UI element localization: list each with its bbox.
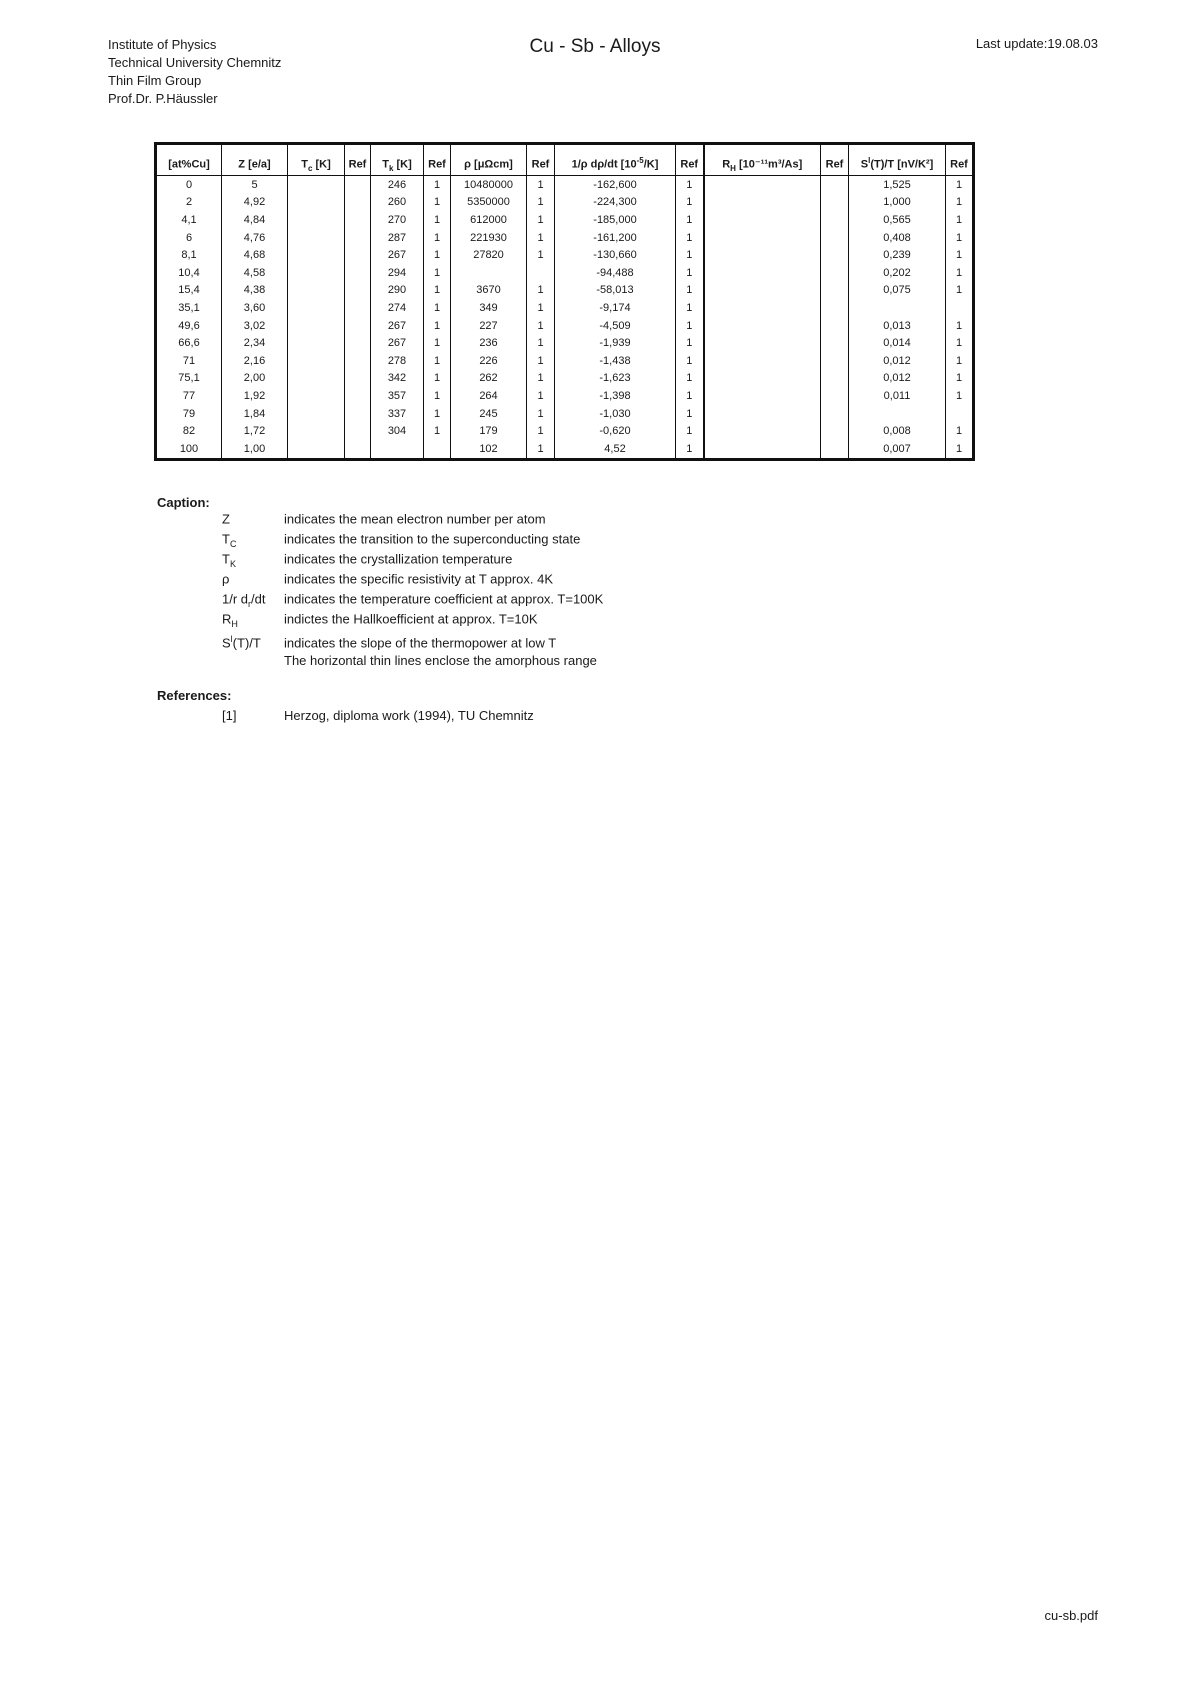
table-cell <box>345 334 371 352</box>
reference-tag: [1] <box>222 708 237 723</box>
table-cell: 290 <box>371 282 424 300</box>
table-cell <box>704 334 821 352</box>
table-cell: -1,030 <box>555 405 676 423</box>
references-heading: References: <box>157 688 232 703</box>
table-cell: 1 <box>527 299 555 317</box>
table-cell: 264 <box>451 387 527 405</box>
table-cell <box>288 352 345 370</box>
table-cell: 1 <box>946 264 974 282</box>
table-cell <box>821 229 849 247</box>
table-cell: 102 <box>451 440 527 459</box>
table-cell <box>345 317 371 335</box>
table-cell: 294 <box>371 264 424 282</box>
institute-line: Institute of Physics <box>108 37 217 52</box>
table-cell <box>345 387 371 405</box>
caption-symbol: $S^l(T)/T$ <box>222 634 261 651</box>
column-header: 1/ρ dρ/dt $[10^{-5}/K]$ <box>555 144 676 176</box>
institute-line: Thin Film Group <box>108 73 202 88</box>
table-cell <box>288 370 345 388</box>
table-cell: 1 <box>424 299 451 317</box>
caption-symbol: $T_C$ <box>222 531 237 549</box>
last-update: Last update:19.08.03 <box>975 36 1098 51</box>
table-cell: 0,075 <box>849 282 946 300</box>
table-cell: -130,660 <box>555 246 676 264</box>
table-cell: 1 <box>527 405 555 423</box>
reference-item <box>222 708 534 723</box>
table-cell: 71 <box>156 352 222 370</box>
table-cell: 1 <box>946 246 974 264</box>
table-cell: 1 <box>676 264 704 282</box>
table-row <box>156 194 974 212</box>
table-cell: 1 <box>946 211 974 229</box>
table-cell: 227 <box>451 317 527 335</box>
column-header: Ref <box>527 144 555 176</box>
table-cell <box>704 246 821 264</box>
table-cell <box>704 317 821 335</box>
table-cell: -185,000 <box>555 211 676 229</box>
table-cell: 612000 <box>451 211 527 229</box>
table-cell <box>704 282 821 300</box>
table-cell: 1 <box>676 246 704 264</box>
table-cell: 4,58 <box>222 264 288 282</box>
table-cell: 1 <box>946 352 974 370</box>
table-cell: 1,72 <box>222 422 288 440</box>
table-cell: 1 <box>676 440 704 459</box>
caption-item <box>222 530 580 549</box>
table-cell: 1,000 <box>849 194 946 212</box>
table-cell <box>345 440 371 459</box>
table-cell: 1,525 <box>849 176 946 194</box>
institute-line: Technical University Chemnitz <box>108 55 282 70</box>
table-cell: 236 <box>451 334 527 352</box>
caption-text: indictes the Hallkoefficient at approx. T=10K <box>284 611 538 627</box>
table-cell <box>704 229 821 247</box>
table-cell: 262 <box>451 370 527 388</box>
table-body <box>156 176 974 460</box>
table-cell <box>821 440 849 459</box>
institute-line: Prof.Dr. P.Häussler <box>108 91 218 106</box>
table-cell <box>288 422 345 440</box>
table-cell: 3670 <box>451 282 527 300</box>
caption-item <box>222 550 512 569</box>
table-cell: 1 <box>424 194 451 212</box>
table-cell: 1 <box>946 370 974 388</box>
column-header: ρ [μΩcm] <box>451 144 527 176</box>
table-cell <box>345 264 371 282</box>
caption-item <box>222 634 556 653</box>
table-cell: 4,52 <box>555 440 676 459</box>
table-cell <box>946 405 974 423</box>
table-cell <box>821 246 849 264</box>
column-header: [at%Cu] <box>156 144 222 176</box>
table-cell: 0,202 <box>849 264 946 282</box>
table-cell <box>821 299 849 317</box>
table-cell <box>946 299 974 317</box>
table-cell: -1,939 <box>555 334 676 352</box>
table-cell: -1,438 <box>555 352 676 370</box>
table-cell <box>345 282 371 300</box>
table-cell: 267 <box>371 334 424 352</box>
table-cell: 1 <box>676 370 704 388</box>
table-cell: 246 <box>371 176 424 194</box>
table-cell: 1 <box>527 229 555 247</box>
table-cell <box>288 405 345 423</box>
table-cell <box>288 317 345 335</box>
table-cell <box>527 264 555 282</box>
table-cell: 0,012 <box>849 352 946 370</box>
table-cell: 4,76 <box>222 229 288 247</box>
table-cell <box>821 264 849 282</box>
table-cell: 1 <box>424 387 451 405</box>
table-cell: 1 <box>424 282 451 300</box>
caption-symbol: ρ <box>222 571 230 587</box>
table-cell <box>704 264 821 282</box>
table-cell: 221930 <box>451 229 527 247</box>
table-cell <box>288 194 345 212</box>
table-cell: 4,84 <box>222 211 288 229</box>
table-cell <box>704 440 821 459</box>
table-cell: -94,488 <box>555 264 676 282</box>
table-cell: 2 <box>156 194 222 212</box>
table-cell <box>704 352 821 370</box>
table-cell: 1 <box>676 352 704 370</box>
table-cell <box>345 176 371 194</box>
table-cell <box>821 422 849 440</box>
table-cell: 100 <box>156 440 222 459</box>
table-cell: 342 <box>371 370 424 388</box>
table-cell: 1 <box>527 387 555 405</box>
table-cell: 1 <box>946 440 974 459</box>
table-cell: 10,4 <box>156 264 222 282</box>
footer-filename: cu-sb.pdf <box>1044 1608 1098 1623</box>
caption-symbol: $T_K$ <box>222 551 236 569</box>
table-cell: 226 <box>451 352 527 370</box>
table-cell <box>821 282 849 300</box>
table-cell: 2,16 <box>222 352 288 370</box>
table-cell: 0,408 <box>849 229 946 247</box>
table-cell: 1,92 <box>222 387 288 405</box>
table-cell <box>704 387 821 405</box>
table-cell: 1 <box>676 282 704 300</box>
table-cell: 0,239 <box>849 246 946 264</box>
table-cell: 1 <box>676 299 704 317</box>
table-row <box>156 229 974 247</box>
table-row <box>156 370 974 388</box>
column-header: $R_H$ [10⁻¹¹m³/As] <box>704 144 821 176</box>
table-row <box>156 299 974 317</box>
table-cell: 0,014 <box>849 334 946 352</box>
table-cell <box>345 299 371 317</box>
table-cell <box>345 229 371 247</box>
table-cell: 1 <box>527 440 555 459</box>
table-cell <box>849 299 946 317</box>
table-cell: 4,1 <box>156 211 222 229</box>
table-cell <box>821 405 849 423</box>
table-cell <box>345 370 371 388</box>
table-cell <box>704 422 821 440</box>
table-row <box>156 282 974 300</box>
table-cell: 245 <box>451 405 527 423</box>
table-row <box>156 334 974 352</box>
table-cell <box>345 422 371 440</box>
table-cell: 3,60 <box>222 299 288 317</box>
caption-item <box>222 590 603 609</box>
table-cell: 1 <box>424 229 451 247</box>
table-cell: 274 <box>371 299 424 317</box>
table-cell: 0,008 <box>849 422 946 440</box>
table-cell: 1 <box>424 422 451 440</box>
caption-symbol: Z <box>222 511 230 527</box>
table-cell: 1 <box>946 422 974 440</box>
table-cell <box>704 405 821 423</box>
table-cell: 27820 <box>451 246 527 264</box>
table-cell: 0,565 <box>849 211 946 229</box>
caption-text: indicates the crystallization temperature <box>284 551 513 567</box>
table-cell <box>704 194 821 212</box>
table-cell: 49,6 <box>156 317 222 335</box>
table-cell: 1 <box>946 317 974 335</box>
caption-text: indicates the transition to the superconducting state <box>284 531 581 547</box>
table-cell: 1 <box>424 334 451 352</box>
table-cell: 1 <box>527 194 555 212</box>
table-cell: 75,1 <box>156 370 222 388</box>
table-cell <box>821 317 849 335</box>
table-cell: 0,012 <box>849 370 946 388</box>
table-cell <box>345 194 371 212</box>
table-cell <box>451 264 527 282</box>
table-cell: 1 <box>527 246 555 264</box>
table-row <box>156 422 974 440</box>
table-cell: 1 <box>946 229 974 247</box>
table-cell <box>821 370 849 388</box>
table-cell: 2,00 <box>222 370 288 388</box>
table-row <box>156 317 974 335</box>
table-cell <box>288 246 345 264</box>
table-cell: 1 <box>424 264 451 282</box>
column-header: Ref <box>424 144 451 176</box>
table-row <box>156 405 974 423</box>
table-cell: 1,84 <box>222 405 288 423</box>
table-cell <box>849 405 946 423</box>
table-cell <box>704 299 821 317</box>
table-cell: -9,174 <box>555 299 676 317</box>
caption-text: indicates the temperature coefficient at approx. T=100K <box>284 591 604 607</box>
table-cell: 357 <box>371 387 424 405</box>
table-cell: 1 <box>424 405 451 423</box>
table-cell: 1 <box>676 176 704 194</box>
table-cell: 1 <box>527 334 555 352</box>
table-cell <box>288 440 345 459</box>
table-cell <box>821 194 849 212</box>
column-header: $T_k$ [K] <box>371 144 424 176</box>
table-cell: 5 <box>222 176 288 194</box>
table-cell <box>371 440 424 459</box>
table-cell: 1 <box>424 317 451 335</box>
column-header: Ref <box>345 144 371 176</box>
table-cell: 260 <box>371 194 424 212</box>
caption-symbol: $R_H$ <box>222 611 238 629</box>
table-cell: 1 <box>676 194 704 212</box>
caption-item <box>222 610 538 629</box>
table-cell: 1 <box>424 352 451 370</box>
table-cell: 1 <box>676 211 704 229</box>
table-cell: 0,013 <box>849 317 946 335</box>
table-cell: 2,34 <box>222 334 288 352</box>
table-cell: -224,300 <box>555 194 676 212</box>
table-cell: -162,600 <box>555 176 676 194</box>
table-row <box>156 440 974 459</box>
table-cell <box>821 211 849 229</box>
table-cell: 82 <box>156 422 222 440</box>
table-cell: 1 <box>424 246 451 264</box>
table-cell: 1 <box>424 176 451 194</box>
table-cell: 1 <box>424 211 451 229</box>
table-cell <box>704 176 821 194</box>
column-header: $T_c$ [K] <box>288 144 345 176</box>
table-cell: 267 <box>371 317 424 335</box>
table-cell <box>288 211 345 229</box>
table-cell <box>288 282 345 300</box>
table-cell: 35,1 <box>156 299 222 317</box>
table-cell: 0 <box>156 176 222 194</box>
table-cell: 304 <box>371 422 424 440</box>
table-cell: 1 <box>527 211 555 229</box>
caption-text: indicates the specific resistivity at T approx. 4K <box>284 571 554 587</box>
table-cell <box>288 264 345 282</box>
table-cell <box>345 211 371 229</box>
table-cell: 179 <box>451 422 527 440</box>
table-cell <box>821 387 849 405</box>
table-cell: 4,38 <box>222 282 288 300</box>
caption-item <box>222 570 553 589</box>
table-cell: 1 <box>946 282 974 300</box>
table-cell <box>345 352 371 370</box>
table-cell: 10480000 <box>451 176 527 194</box>
table-row <box>156 246 974 264</box>
table-cell: 0,011 <box>849 387 946 405</box>
table-cell <box>704 370 821 388</box>
table-row <box>156 387 974 405</box>
column-header: Ref <box>676 144 704 176</box>
table-cell: 267 <box>371 246 424 264</box>
table-cell: 1 <box>527 352 555 370</box>
table-cell: 5350000 <box>451 194 527 212</box>
table-cell <box>345 246 371 264</box>
table-cell: 278 <box>371 352 424 370</box>
caption-symbol: 1/r $d_r/dt$ <box>222 591 266 609</box>
table-cell: 1 <box>527 282 555 300</box>
table-cell <box>424 440 451 459</box>
table-cell <box>288 387 345 405</box>
table-cell: 1 <box>676 334 704 352</box>
table-cell: 1 <box>424 370 451 388</box>
reference-text: Herzog, diploma work (1994), TU Chemnitz <box>284 708 534 723</box>
column-header: Z [e/a] <box>222 144 288 176</box>
table-cell: 15,4 <box>156 282 222 300</box>
table-cell: 349 <box>451 299 527 317</box>
table-cell: 3,02 <box>222 317 288 335</box>
table-cell: 1 <box>527 422 555 440</box>
page-title: Cu - Sb - Alloys <box>529 36 661 57</box>
table-cell <box>345 405 371 423</box>
table-cell: 1 <box>946 387 974 405</box>
table-cell: 6 <box>156 229 222 247</box>
caption-note: The horizontal thin lines enclose the amorphous range <box>284 653 597 668</box>
table-cell <box>821 334 849 352</box>
column-header: Ref <box>821 144 849 176</box>
table-cell <box>288 176 345 194</box>
table-cell: 287 <box>371 229 424 247</box>
caption-item <box>222 510 546 529</box>
table-row <box>156 211 974 229</box>
table-cell: -58,013 <box>555 282 676 300</box>
table-cell <box>288 334 345 352</box>
table-row <box>156 264 974 282</box>
table-cell: -161,200 <box>555 229 676 247</box>
table-cell <box>288 229 345 247</box>
table-cell <box>821 176 849 194</box>
data-table <box>154 142 975 461</box>
table-cell: -1,623 <box>555 370 676 388</box>
table-cell <box>821 352 849 370</box>
table-cell: 8,1 <box>156 246 222 264</box>
table-cell: 1 <box>946 176 974 194</box>
caption-heading: Caption: <box>157 495 210 510</box>
table-row <box>156 352 974 370</box>
table-cell: 1 <box>676 387 704 405</box>
table-cell <box>704 211 821 229</box>
table-cell: 1,00 <box>222 440 288 459</box>
table-cell: -1,398 <box>555 387 676 405</box>
table-cell <box>288 299 345 317</box>
table-cell: -0,620 <box>555 422 676 440</box>
table-row <box>156 176 974 194</box>
table-cell: 1 <box>676 422 704 440</box>
table-cell: 1 <box>676 317 704 335</box>
table-cell: 270 <box>371 211 424 229</box>
table-cell: 1 <box>676 405 704 423</box>
table-header-row <box>156 144 974 176</box>
table-cell: 1 <box>527 370 555 388</box>
table-cell: 0,007 <box>849 440 946 459</box>
table-cell: 66,6 <box>156 334 222 352</box>
table-cell: 1 <box>527 176 555 194</box>
table-cell: 79 <box>156 405 222 423</box>
table-cell: 4,68 <box>222 246 288 264</box>
caption-text: indicates the slope of the thermopower at low T <box>284 635 557 651</box>
table-cell: -4,509 <box>555 317 676 335</box>
table-cell: 4,92 <box>222 194 288 212</box>
column-header: $S^l(T)/T$ [nV/K²] <box>849 144 946 176</box>
table-cell: 1 <box>527 317 555 335</box>
table-cell: 1 <box>946 334 974 352</box>
table-cell: 1 <box>946 194 974 212</box>
caption-text: indicates the mean electron number per atom <box>284 511 546 527</box>
table-cell: 77 <box>156 387 222 405</box>
column-header: Ref <box>946 144 974 176</box>
table-cell: 1 <box>676 229 704 247</box>
table-cell: 337 <box>371 405 424 423</box>
